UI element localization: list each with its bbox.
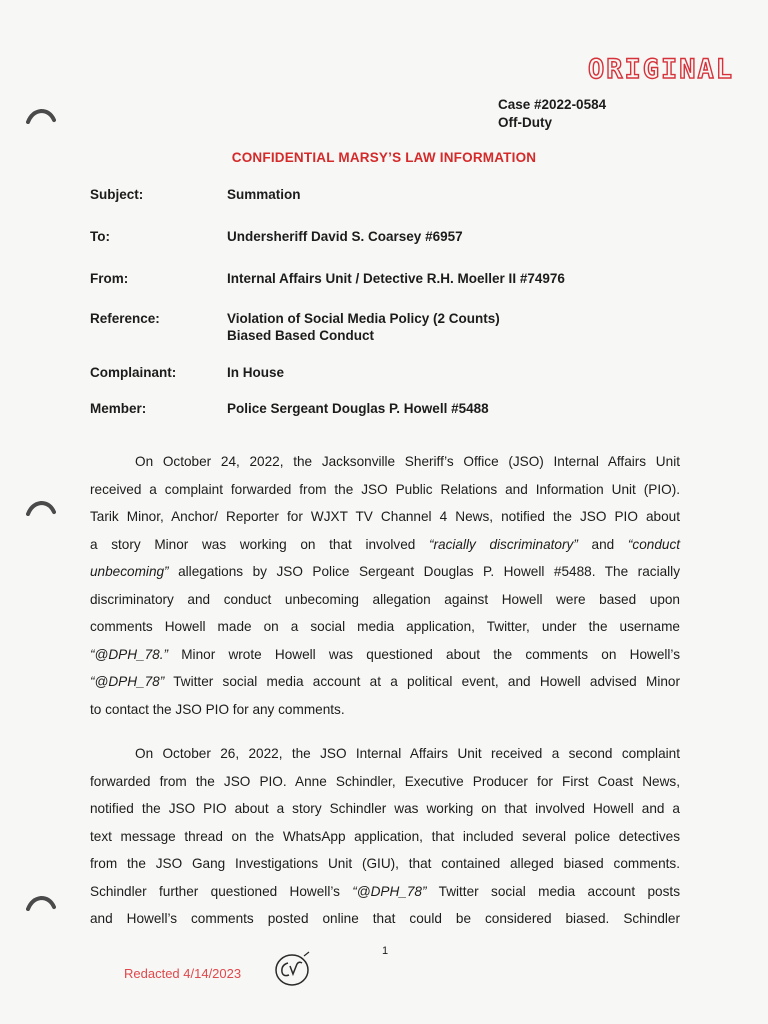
paragraph-line: discriminatory and conduct unbecoming allegation against Howell were based upon xyxy=(90,591,680,607)
paragraph-line: comments Howell made on a social media application, Twitter, under the username xyxy=(90,619,680,634)
paragraph-line: a story Minor was working on that involved “racially discriminatory” and “conduct xyxy=(90,536,681,552)
case-number: Case #2022-0584 xyxy=(498,97,607,112)
paragraph-line: Schindler further questioned Howell’s “@DPH_78” Twitter social media account posts xyxy=(90,883,680,899)
subject-value: Summation xyxy=(227,187,301,202)
paragraph-line: text message thread on the WhatsApp application, that included several police detectives xyxy=(90,828,680,844)
from-value: Internal Affairs Unit / Detective R.H. Moeller II #74976 xyxy=(227,271,565,286)
paragraph-line: from the JSO Gang Investigations Unit (GIU), that contained alleged biased comments. xyxy=(90,856,680,871)
paragraph-line: and Howell’s comments posted online that could be considered biased. Schindler xyxy=(90,911,680,926)
reference-value-line1: Violation of Social Media Policy (2 Counts) xyxy=(227,311,500,326)
confidential-title: CONFIDENTIAL MARSY’S LAW INFORMATION xyxy=(231,150,537,165)
original-stamp: ORIGINAL xyxy=(588,54,735,85)
to-value: Undersheriff David S. Coarsey #6957 xyxy=(227,229,463,244)
paragraph-line: to contact the JSO PIO for any comments. xyxy=(90,701,345,717)
complainant-label: Complainant: xyxy=(90,365,177,380)
punch-hole-icon xyxy=(26,500,56,516)
member-value: Police Sergeant Douglas P. Howell #5488 xyxy=(227,401,489,416)
case-type: Off-Duty xyxy=(498,115,552,130)
paragraph-line: On October 24, 2022, the Jacksonville Sheriff’s Office (JSO) Internal Affairs Unit xyxy=(135,454,680,469)
punch-hole-icon xyxy=(26,108,56,124)
reference-value-line2: Biased Based Conduct xyxy=(227,328,375,343)
paragraph-line: forwarded from the JSO PIO. Anne Schindler, Executive Producer for First Coast News, xyxy=(90,773,680,789)
member-label: Member: xyxy=(90,401,147,416)
case-info xyxy=(498,96,606,132)
paragraph-line: On October 26, 2022, the JSO Internal Affairs Unit received a second complaint xyxy=(135,746,680,761)
subject-label: Subject: xyxy=(90,187,144,202)
paragraph-1 xyxy=(90,448,680,723)
paragraph-line: received a complaint forwarded from the JSO Public Relations and Information Unit (PIO). xyxy=(90,481,680,497)
reference-label: Reference: xyxy=(90,311,160,326)
paragraph-2 xyxy=(90,740,680,933)
page-number: 1 xyxy=(382,945,389,957)
from-label: From: xyxy=(90,271,129,286)
punch-hole-icon xyxy=(26,895,56,911)
paragraph-line: unbecoming” allegations by JSO Police Sergeant Douglas P. Howell #5488. The racially xyxy=(90,564,680,579)
paragraph-line: notified the JSO PIO about a story Schindler was working on that involved Howell and a xyxy=(90,801,680,816)
paragraph-line: “@DPH_78.” Minor wrote Howell was questioned about the comments on Howell’s xyxy=(90,646,680,662)
complainant-value: In House xyxy=(227,365,285,380)
paragraph-line: “@DPH_78” Twitter social media account at a political event, and Howell advised Minor xyxy=(90,674,680,689)
to-label: To: xyxy=(90,229,110,244)
redacted-note: Redacted 4/14/2023 xyxy=(124,966,242,981)
paragraph-line: Tarik Minor, Anchor/ Reporter for WJXT TV Channel 4 News, notified the JSO PIO about xyxy=(90,509,680,524)
initials-mark-icon xyxy=(272,950,314,988)
